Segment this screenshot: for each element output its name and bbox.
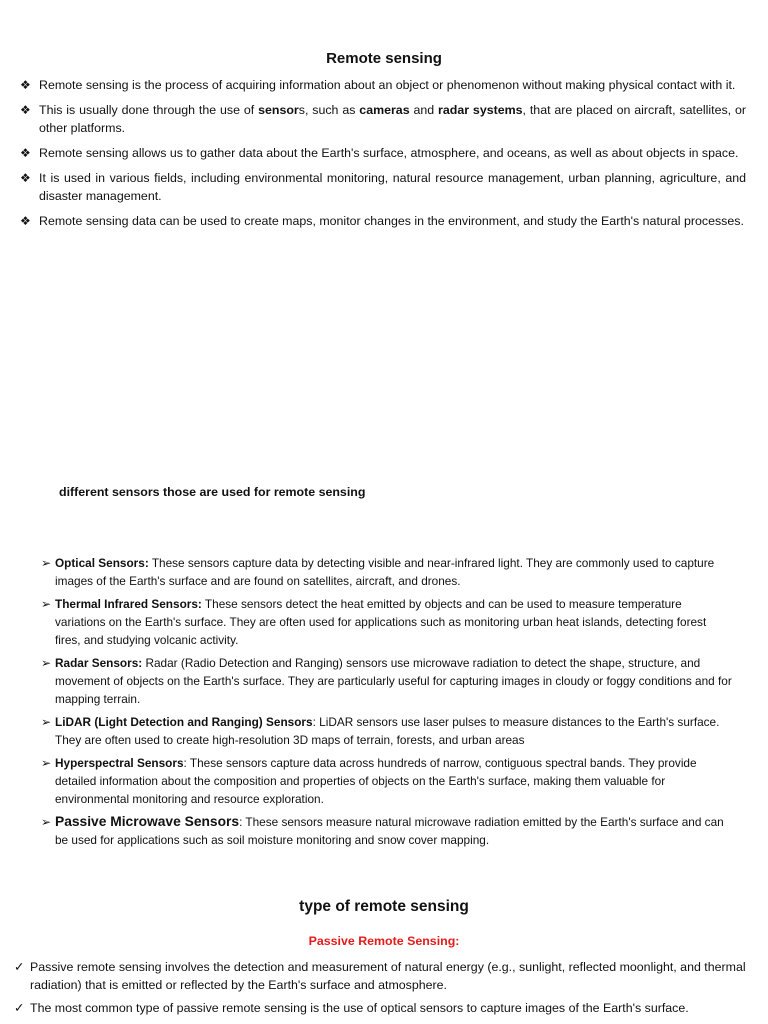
list-item: [41, 813, 733, 849]
list-item-text: and: [409, 103, 439, 117]
sensor-name: Thermal Infrared Sensors:: [55, 597, 202, 611]
arrow-bullet-icon: ➢: [41, 756, 52, 770]
sensor-name: LiDAR (Light Detection and Ranging) Sensors: [55, 715, 313, 729]
sensor-name: Optical Sensors:: [55, 556, 149, 570]
list-item: [14, 999, 746, 1017]
sensor-name: Passive Microwave Sensors: [55, 814, 240, 829]
arrow-bullet-icon: ➢: [41, 656, 52, 670]
sensor-name: Radar Sensors:: [55, 656, 143, 670]
list-item: [20, 169, 746, 205]
bold-term: sensor: [258, 103, 299, 117]
arrow-bullet-icon: ➢: [41, 715, 52, 729]
sensor-description: : These sensors measure natural microwave radiation emitted by the Earth's surface and can be used for applications such as soil moisture monitoring and snow cover mapping.: [55, 815, 724, 847]
sensor-list: [41, 554, 733, 854]
diamond-bullet-icon: ❖: [20, 103, 31, 117]
list-item-text: It is used in various fields, including environmental monitoring, natural resource management, urban planning, agriculture, and disaster management.: [39, 171, 746, 203]
list-item-text: The most common type of passive remote sensing is the use of optical sensors to capture images of the Earth's surface.: [30, 1001, 689, 1015]
list-item-text: , that are placed on aircraft, satellites, or other platforms.: [39, 103, 746, 135]
sensor-description: Radar (Radio Detection and Ranging) sensors use microwave radiation to detect the shape, structure, and movement of objects on the Earth's surface. They are particularly useful for capturing images in cloudy or foggy conditions and for mapping terrain.: [55, 656, 732, 706]
list-item: [20, 212, 746, 230]
list-item: [41, 713, 733, 749]
sensor-description: These sensors detect the heat emitted by objects and can be used to measure temperature variations on the Earth's surface. They are often used for applications such as monitoring urban heat islands, detecting forest fires, and studying volcanic activity.: [55, 597, 707, 647]
bold-term: cameras: [359, 103, 410, 117]
list-item: [20, 101, 746, 137]
list-item: [14, 958, 746, 994]
list-item: [20, 144, 746, 162]
page-title: Remote sensing: [326, 50, 442, 67]
list-item: [41, 654, 733, 708]
sensor-description: : LiDAR sensors use laser pulses to measure distances to the Earth's surface. They are often used to create high-resolution 3D maps of terrain, forests, and urban areas: [55, 715, 720, 747]
passive-list: [14, 958, 746, 1022]
diamond-bullet-icon: ❖: [20, 78, 31, 92]
sensor-description: These sensors capture data by detecting visible and near-infrared light. They are commonly used to capture images of the Earth's surface and are found on satellites, aircraft, and drones.: [55, 556, 715, 588]
list-item-text: Remote sensing allows us to gather data about the Earth's surface, atmosphere, and oceans, as well as about objects in space.: [39, 146, 739, 160]
diamond-bullet-icon: ❖: [20, 146, 31, 160]
intro-list: [20, 76, 746, 237]
passive-heading: Passive Remote Sensing:: [308, 934, 460, 948]
list-item: [41, 754, 733, 808]
list-item: [41, 554, 733, 590]
check-bullet-icon: ✓: [14, 1001, 25, 1015]
list-item-text: Remote sensing is the process of acquiring information about an object or phenomenon without making physical contact with it.: [39, 78, 736, 92]
list-item-text: Remote sensing data can be used to create maps, monitor changes in the environment, and study the Earth's natural processes.: [39, 214, 744, 228]
arrow-bullet-icon: ➢: [41, 556, 52, 570]
sensors-heading: different sensors those are used for remote sensing: [59, 485, 366, 499]
list-item: [20, 76, 746, 94]
sensor-description: : These sensors capture data across hundreds of narrow, contiguous spectral bands. They provide detailed information about the composition and properties of objects on the Earth's surface, making them valuable for environmental monitoring and resource exploration.: [55, 756, 697, 806]
list-item: [41, 595, 733, 649]
bold-term: radar systems: [438, 103, 523, 117]
diamond-bullet-icon: ❖: [20, 171, 31, 185]
arrow-bullet-icon: ➢: [41, 815, 52, 829]
section-title: type of remote sensing: [299, 898, 469, 915]
list-item-text: This is usually done through the use of: [39, 103, 259, 117]
arrow-bullet-icon: ➢: [41, 597, 52, 611]
list-item-text: Passive remote sensing involves the detection and measurement of natural energy (e.g., sunlight, reflected moonlight, and thermal radiation) that is emitted or reflected by the Earth's surface and atmosphere.: [30, 960, 746, 992]
sensor-name: Hyperspectral Sensors: [55, 756, 184, 770]
list-item-text: s, such as: [298, 103, 360, 117]
check-bullet-icon: ✓: [14, 960, 25, 974]
diamond-bullet-icon: ❖: [20, 214, 31, 228]
